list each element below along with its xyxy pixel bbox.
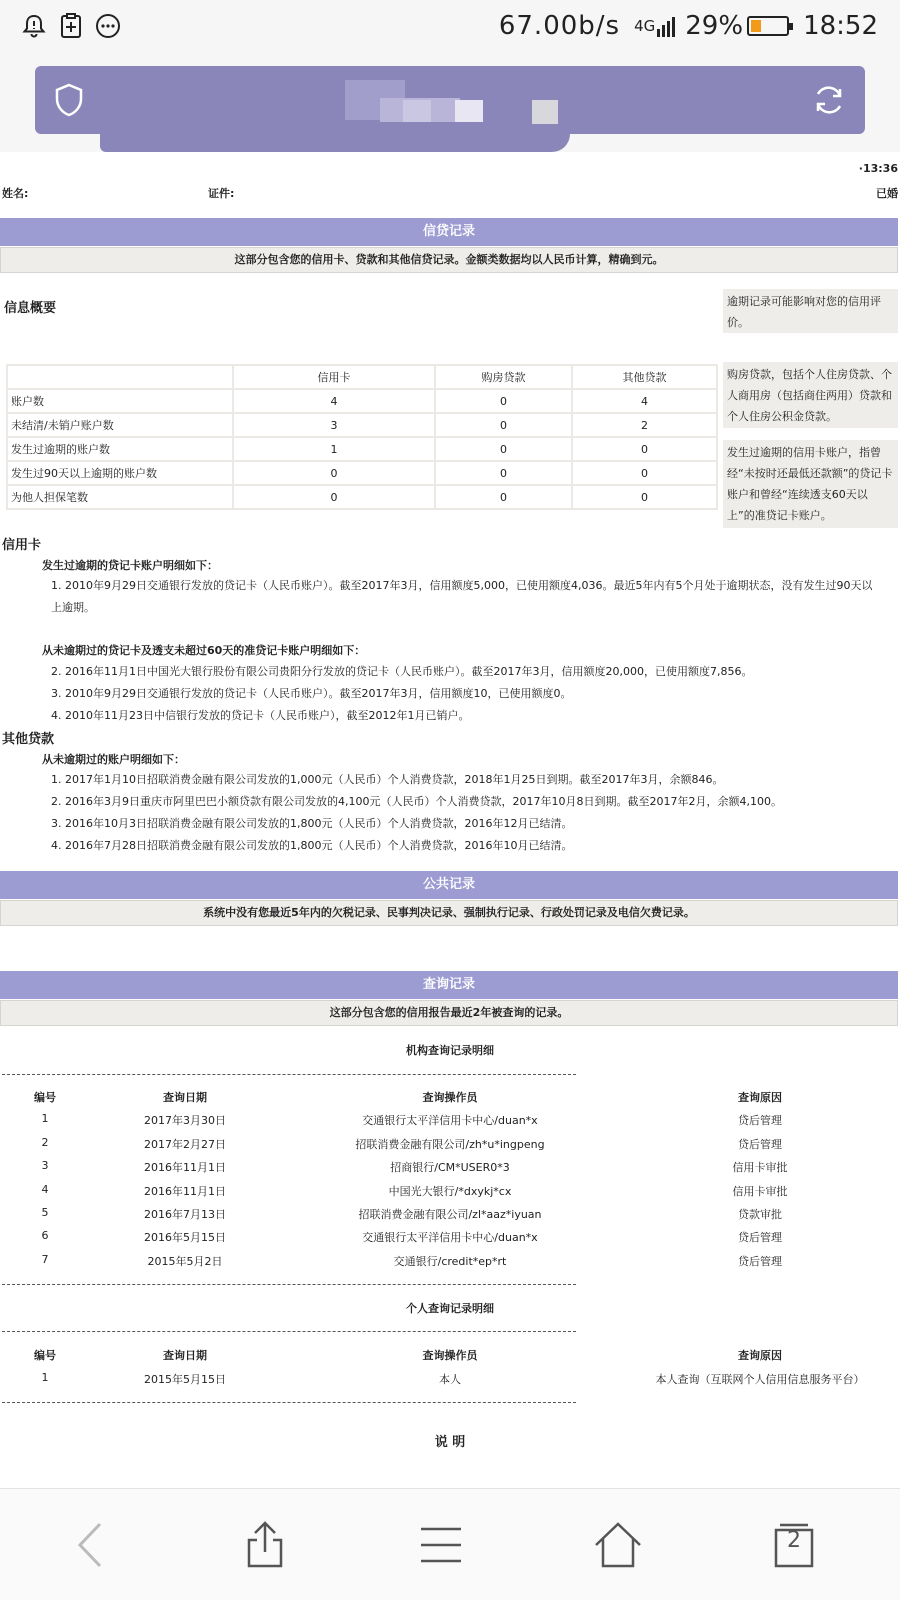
clipboard-add-icon xyxy=(57,12,85,40)
network-type: 4G xyxy=(634,17,656,35)
table-header-cell: 信用卡 xyxy=(233,365,435,389)
status-bar xyxy=(0,0,900,52)
table-row xyxy=(7,461,717,485)
table-row xyxy=(0,1112,900,1132)
redacted-block xyxy=(403,100,431,122)
table-cell: 发生过逾期的账户数 xyxy=(7,437,233,461)
id-label: 证件: xyxy=(208,187,235,200)
cell-id: 1 xyxy=(41,1112,49,1125)
table-row xyxy=(7,485,717,509)
list-item: 3. 2010年9月29日交通银行发放的贷记卡（人民币账户）。截至2017年3月，信用额度10，已使用额度0。 xyxy=(51,687,572,700)
table-cell: 4 xyxy=(233,389,435,413)
cell-date: 2015年5月2日 xyxy=(147,1255,223,1268)
divider xyxy=(2,1331,576,1332)
cell-id: 1 xyxy=(41,1371,49,1384)
cell-date: 2016年11月1日 xyxy=(144,1161,226,1174)
cell-date: 2017年3月30日 xyxy=(144,1114,226,1127)
home-button[interactable] xyxy=(588,1517,648,1573)
menu-button[interactable] xyxy=(411,1517,471,1573)
table-row xyxy=(0,1229,900,1249)
table-cell: 0 xyxy=(435,461,572,485)
list-item: 4. 2016年7月28日招联消费金融有限公司发放的1,800元（人民币）个人消费贷款，2016年10月已结清。 xyxy=(51,839,573,852)
table-cell: 为他人担保笔数 xyxy=(7,485,233,509)
cell-reason: 信用卡审批 xyxy=(732,1185,788,1198)
cell-date: 2017年2月27日 xyxy=(144,1138,226,1151)
col-header: 查询操作员 xyxy=(422,1349,478,1362)
credit-report-page xyxy=(0,152,900,1488)
table-cell: 0 xyxy=(233,461,435,485)
table-cell: 2 xyxy=(572,413,717,437)
col-header: 查询日期 xyxy=(163,1091,207,1104)
cell-operator: 交通银行太平洋信用卡中心/duan*x xyxy=(362,1114,538,1127)
redacted-block xyxy=(532,100,558,124)
summary-table xyxy=(6,364,718,510)
cell-reason: 贷后管理 xyxy=(738,1138,782,1151)
browser-bottom-nav xyxy=(0,1488,900,1600)
bell-alert-icon xyxy=(20,12,48,40)
more-dots-icon xyxy=(94,12,122,40)
cell-id: 4 xyxy=(41,1183,49,1196)
list-item: 2. 2016年11月1日中国光大银行股份有限公司贵阳分行发放的贷记卡（人民币账户）。截至2017年3月，信用额度20,000，已使用额度7,856。 xyxy=(51,665,753,678)
cell-reason: 本人查询（互联网个人信用信息服务平台） xyxy=(655,1373,865,1386)
other-loans-heading: 从未逾期过的账户明细如下： xyxy=(42,753,185,766)
table-cell: 未结清/未销户账户数 xyxy=(7,413,233,437)
cell-date: 2016年5月15日 xyxy=(144,1231,226,1244)
signal-icon xyxy=(657,15,677,37)
shield-icon[interactable] xyxy=(53,82,85,118)
cell-operator: 本人 xyxy=(439,1373,461,1386)
table-cell: 发生过90天以上逾期的账户数 xyxy=(7,461,233,485)
cell-operator: 交通银行/credit*ep*rt xyxy=(393,1255,507,1268)
cell-reason: 贷后管理 xyxy=(738,1114,782,1127)
list-item: 1. 2017年1月10日招联消费金融有限公司发放的1,000元（人民币）个人消费贷款，2018年1月25日到期。截至2017年3月，余额846。 xyxy=(51,773,724,786)
battery-icon xyxy=(747,16,789,36)
other-loans-title: 其他贷款 xyxy=(2,732,55,747)
table-row xyxy=(7,437,717,461)
redacted-block xyxy=(455,100,483,122)
name-label: 姓名: xyxy=(2,187,29,200)
back-button[interactable] xyxy=(60,1517,120,1573)
marital-status: 已婚 xyxy=(876,187,898,200)
battery-fill xyxy=(751,20,761,32)
cell-date: 2015年5月15日 xyxy=(144,1373,226,1386)
tabs-button[interactable] xyxy=(764,1517,824,1573)
list-item: 3. 2016年10月3日招联消费金融有限公司发放的1,800元（人民币）个人消费贷款，2016年12月已结清。 xyxy=(51,817,573,830)
browser-toolbar xyxy=(0,52,900,152)
cell-date: 2016年11月1日 xyxy=(144,1185,226,1198)
col-header: 查询操作员 xyxy=(422,1091,478,1104)
query-section-title: 查询记录 xyxy=(0,971,898,999)
cell-id: 5 xyxy=(41,1206,49,1219)
table-row xyxy=(0,1253,900,1273)
table-row xyxy=(0,1371,900,1391)
cell-id: 2 xyxy=(41,1136,49,1149)
table-row xyxy=(0,1136,900,1156)
divider xyxy=(2,1402,576,1403)
table-cell: 0 xyxy=(435,437,572,461)
table-cell: 0 xyxy=(572,485,717,509)
cell-reason: 贷款审批 xyxy=(738,1208,782,1221)
battery-percent: 29% xyxy=(685,11,744,41)
cell-operator: 招联消费金融有限公司/zl*aaz*iyuan xyxy=(358,1208,542,1221)
credit-card-title: 信用卡 xyxy=(2,538,42,553)
col-header: 编号 xyxy=(34,1091,56,1104)
redacted-smear xyxy=(100,134,570,152)
table-row xyxy=(0,1159,900,1179)
clean-card-heading: 从未逾期过的贷记卡及透支未超过60天的准贷记卡账户明细如下： xyxy=(42,644,366,657)
divider xyxy=(2,1284,576,1285)
table-cell: 3 xyxy=(233,413,435,437)
col-header: 查询日期 xyxy=(163,1349,207,1362)
public-section-note: 系统中没有您最近5年内的欠税记录、民事判决记录、强制执行记录、行政处罚记录及电信欠费记录。 xyxy=(0,900,898,926)
tab-count: 2 xyxy=(787,1528,801,1553)
table-row xyxy=(7,389,717,413)
side-note-mortgage: 购房贷款，包括个人住房贷款、个人商用房（包括商住两用）贷款和个人住房公积金贷款。 xyxy=(723,362,898,428)
table-cell: 0 xyxy=(435,413,572,437)
col-header: 编号 xyxy=(34,1349,56,1362)
table-row xyxy=(0,1206,900,1226)
share-button[interactable] xyxy=(235,1517,295,1573)
table-cell: 4 xyxy=(572,389,717,413)
cell-operator: 交通银行太平洋信用卡中心/duan*x xyxy=(362,1231,538,1244)
divider xyxy=(2,1074,576,1075)
table-cell: 0 xyxy=(572,437,717,461)
table-cell: 账户数 xyxy=(7,389,233,413)
clock: 18:52 xyxy=(803,11,878,41)
table-cell: 0 xyxy=(233,485,435,509)
cell-date: 2016年7月13日 xyxy=(144,1208,226,1221)
credit-section-title: 信贷记录 xyxy=(0,218,898,246)
credit-section-note: 这部分包含您的信用卡、贷款和其他信贷记录。金额类数据均以人民币计算，精确到元。 xyxy=(0,247,898,273)
side-note-overdue-card: 发生过逾期的信用卡账户，指曾经“未按时还最低还款额”的贷记卡账户和曾经“连续透支60天以上”的准贷记卡账户。 xyxy=(723,440,898,528)
cell-id: 7 xyxy=(41,1253,49,1266)
query-section-note: 这部分包含您的信用报告最近2年被查询的记录。 xyxy=(0,1000,898,1026)
table-header-row xyxy=(7,365,717,389)
public-section-title: 公共记录 xyxy=(0,871,898,899)
chevron-left-icon xyxy=(70,1520,110,1570)
table-header-cell xyxy=(7,365,233,389)
list-item: 2. 2016年3月9日重庆市阿里巴巴小额贷款有限公司发放的4,100元（人民币）个人消费贷款，2017年10月8日到期。截至2017年2月，余额4,100。 xyxy=(51,795,782,808)
share-icon xyxy=(243,1520,287,1570)
refresh-icon[interactable] xyxy=(811,82,847,118)
table-cell: 0 xyxy=(435,389,572,413)
cell-operator: 中国光大银行/*dxykj*cx xyxy=(388,1185,512,1198)
overdue-heading: 发生过逾期的贷记卡账户明细如下： xyxy=(42,559,218,572)
query-header-row xyxy=(0,1089,900,1109)
table-row xyxy=(7,413,717,437)
cell-id: 3 xyxy=(41,1159,49,1172)
side-note-overdue: 逾期记录可能影响对您的信用评价。 xyxy=(723,289,898,333)
cell-reason: 贷后管理 xyxy=(738,1231,782,1244)
address-bar[interactable] xyxy=(35,66,865,134)
report-time: ·13:36 xyxy=(858,162,898,175)
col-header: 查询原因 xyxy=(738,1349,782,1362)
list-item: 4. 2010年11月23日中信银行发放的贷记卡（人民币账户），截至2012年1月已销户。 xyxy=(51,709,470,722)
table-row xyxy=(0,1183,900,1203)
home-icon xyxy=(593,1520,643,1570)
table-cell: 0 xyxy=(435,485,572,509)
col-header: 查询原因 xyxy=(738,1091,782,1104)
list-item: 1. 2010年9月29日交通银行发放的贷记卡（人民币账户）。截至2017年3月，信用额度5,000，已使用额度4,036。最近5年内有5个月处于逾期状态，没有发生过90天以上逾期。 xyxy=(51,579,873,614)
table-header-cell: 购房贷款 xyxy=(435,365,572,389)
network-speed: 67.00b/s xyxy=(498,11,621,41)
cell-operator: 招商银行/CM*USER0*3 xyxy=(390,1161,510,1174)
cell-operator: 招联消费金融有限公司/zh*u*ingpeng xyxy=(355,1138,545,1151)
table-cell: 0 xyxy=(572,461,717,485)
table-cell: 1 xyxy=(233,437,435,461)
personal-query-title: 个人查询记录明细 xyxy=(406,1302,494,1315)
overview-title: 信息概要 xyxy=(4,301,57,316)
cell-id: 6 xyxy=(41,1229,49,1242)
cell-reason: 贷后管理 xyxy=(738,1255,782,1268)
org-query-title: 机构查询记录明细 xyxy=(406,1044,494,1057)
menu-icon xyxy=(419,1525,463,1565)
explanation-title: 说 明 xyxy=(434,1435,466,1450)
cell-reason: 信用卡审批 xyxy=(732,1161,788,1174)
query-header-row xyxy=(0,1347,900,1367)
table-header-cell: 其他贷款 xyxy=(572,365,717,389)
